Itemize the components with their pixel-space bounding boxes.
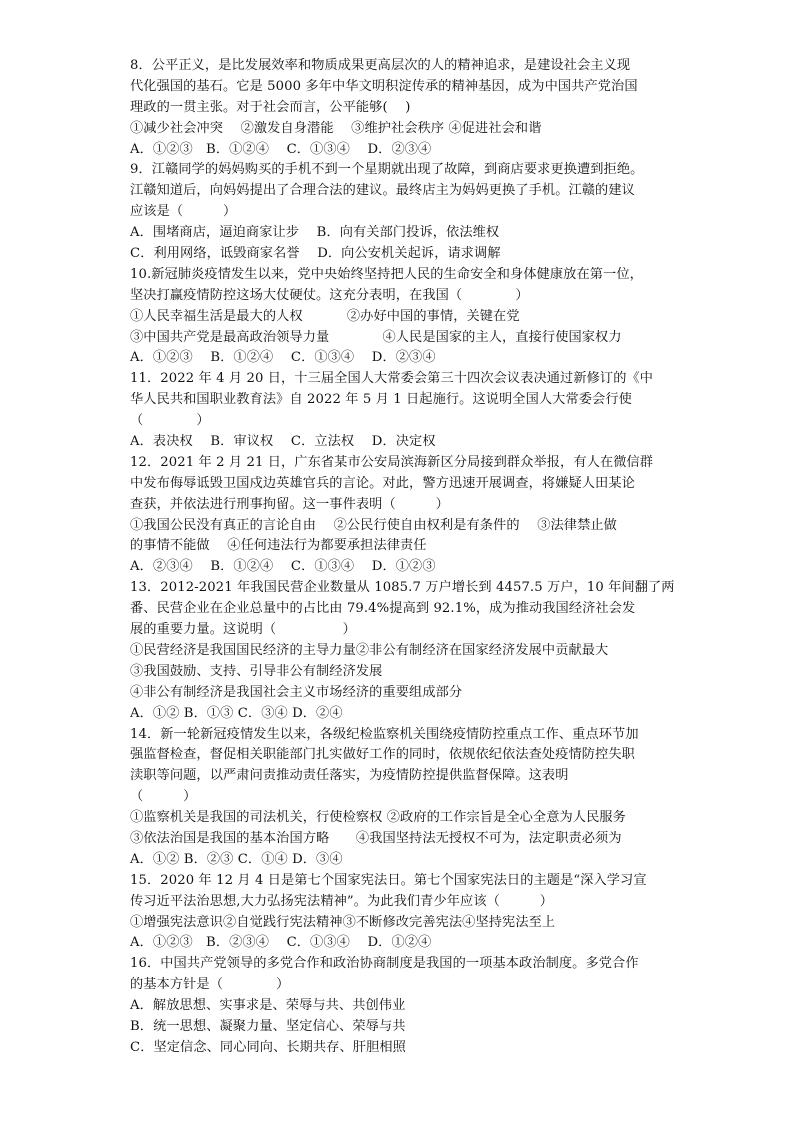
q11-options: A．表决权 B．审议权 C．立法权 D．决定权 [130,434,436,450]
q8-stem-line-2: 代化强国的基石。它是 5000 多年中华文明积淀传承的精神基因，成为中国共产党治国 [130,78,638,94]
q10-items-2: ③中国共产党是最高政治领导力量 ④人民是国家的主人，直接行使国家权力 [130,329,622,345]
q12-stem-line-2: 中发布侮辱诋毁卫国戍边英雄官兵的言论。对此，警方迅速开展调查，将嫌疑人田某论 [130,475,635,491]
q9-stem-line-3: 应该是（ ） [130,204,237,220]
q8-stem-line-1: 8．公平正义，是比发展效率和物质成果更高层次的人的精神追求，是建设社会主义现 [130,58,631,73]
q13-stem-line-3: 展的重要力量。这说明（ ） [130,622,356,638]
q12-items-2: 的事情不能做 ④任何违法行为都要承担法律责任 [130,538,427,554]
q13-items-3: ④非公有制经济是我国社会主义市场经济的重要组成部分 [130,684,463,700]
q9-stem-line-1: 9．江赣同学的妈妈购买的手机不到一个星期就出现了故障，到商店要求更换遭到拒绝。 [130,162,644,178]
q11-stem-line-3: （ ） [130,413,210,429]
q13-stem-line-1: 13．2012-2021 年我国民营企业数量从 1085.7 万户增长到 4457.5 万户，10 年间翻了两 [130,580,675,596]
q16-option-a: A．解放思想、实事求是、荣辱与共、共创伟业 [130,998,406,1014]
q16-stem-line-1: 16．中国共产党领导的多党合作和政治协商制度是我国的一项基本政治制度。多党合作 [130,956,639,972]
q12-options: A．②③④ B．①②④ C．①③④ D．①②③ [130,559,436,575]
q10-stem-line-2: 坚决打赢疫情防控这场大仗硬仗。这充分表明，在我国（ ） [130,287,529,303]
q12-stem-line-1: 12．2021 年 2 月 21 日，广东省某市公安局滨海新区分局接到群众举报，有人在微信群 [130,454,654,470]
q16-option-b: B．统一思想、凝聚力量、坚定信心、荣辱与共 [130,1018,406,1034]
q16-stem-line-2: 的基本方针是（ ） [130,977,290,993]
exam-page [130,56,675,1059]
q10-options: A．①②③ B．①②④ C．①③④ D．②③④ [130,350,436,366]
q8-options: A．①②③ B．①②④ C．①③④ D．②③④ [130,141,432,157]
q14-options: A．①② B．②③ C．①④ D．③④ [130,851,343,867]
q15-stem-line-2: 传习近平法治思想,大力弘扬宪法精神”。为此我们青少年应该（ ） [130,893,554,909]
q13-stem-line-2: 番、民营企业在企业总量中的占比由 79.4%提高到 92.1%，成为推动我国经济社会发 [130,601,636,617]
q13-items-2: ③我国鼓励、支持、引导非公有制经济发展 [130,663,383,679]
q11-stem-line-1: 11．2022 年 4 月 20 日，十三届全国人大常委会第三十四次会议表决通过新修订的《中 [130,371,654,387]
q8-stem-line-3: 理政的一贯主张。对于社会而言，公平能够( ) [130,99,411,115]
q13-items-1: ①民营经济是我国国民经济的主导力量②非公有制经济在国家经济发展中贡献最大 [130,642,609,658]
q14-stem-line-2: 强监督检查，督促相关职能部门扎实做好工作的同时，依规依纪依法查处疫情防控失职 [130,747,635,763]
q14-stem-line-1: 14．新一轮新冠疫情发生以来，各级纪检监察机关围绕疫情防控重点工作、重点环节加 [130,726,639,742]
q13-options: A．①② B．①③ C．③④ D．②④ [130,705,343,721]
q11-stem-line-2: 华人民共和国职业教育法》自 2022 年 5 月 1 日起施行。这说明全国人大常委会行使 [130,392,632,408]
q16-option-c: C．坚定信念、同心同向、长期共存、肝胆相照 [130,1039,406,1055]
q12-items-1: ①我国公民没有真正的言论自由 ②公民行使自由权利是有条件的 ③法律禁止做 [130,517,617,533]
q14-stem-line-3: 渎职等问题，以严肃问责推动责任落实，为疫情防控提供监督保障。这表明 [130,768,569,784]
q10-items-1: ①人民幸福生活是最大的人权 ②办好中国的事情，关键在党 [130,308,520,324]
q10-stem-line-1: 10.新冠肺炎疫情发生以来，党中央始终坚持把人民的生命安全和身体健康放在第一位， [130,266,643,282]
q9-options-ab: A．围堵商店，逼迫商家让步 B．向有关部门投诉，依法维权 [130,225,500,241]
q14-items-2: ③依法治国是我国的基本治国方略 ④我国坚持法无授权不可为，法定职责必须为 [130,830,622,846]
q15-items: ①增强宪法意识②自觉践行宪法精神③不断修改完善宪法④坚持宪法至上 [130,914,556,930]
q12-stem-line-3: 查获，并依法进行刑事拘留。这一事件表明（ ） [130,496,449,512]
q15-stem-line-1: 15．2020 年 12 月 4 日是第七个国家宪法日。第七个国家宪法日的主题是“深入学习宣 [130,872,647,888]
q9-options-cd: C．利用网络，诋毁商家名誉 D．向公安机关起诉，请求调解 [130,246,501,262]
q9-stem-line-2: 江赣知道后，向妈妈提出了合理合法的建议。最终店主为妈妈更换了手机。江赣的建议 [130,183,635,199]
q8-items: ①减少社会冲突 ②激发自身潜能 ③维护社会秩序 ④促进社会和谐 [130,120,542,136]
q14-stem-line-4: （ ） [130,789,197,805]
q14-items-1: ①监察机关是我国的司法机关，行使检察权 ②政府的工作宗旨是全心全意为人民服务 [130,810,626,826]
q15-options: A．①②③ B．②③④ C．①③④ D．①②④ [130,935,432,951]
